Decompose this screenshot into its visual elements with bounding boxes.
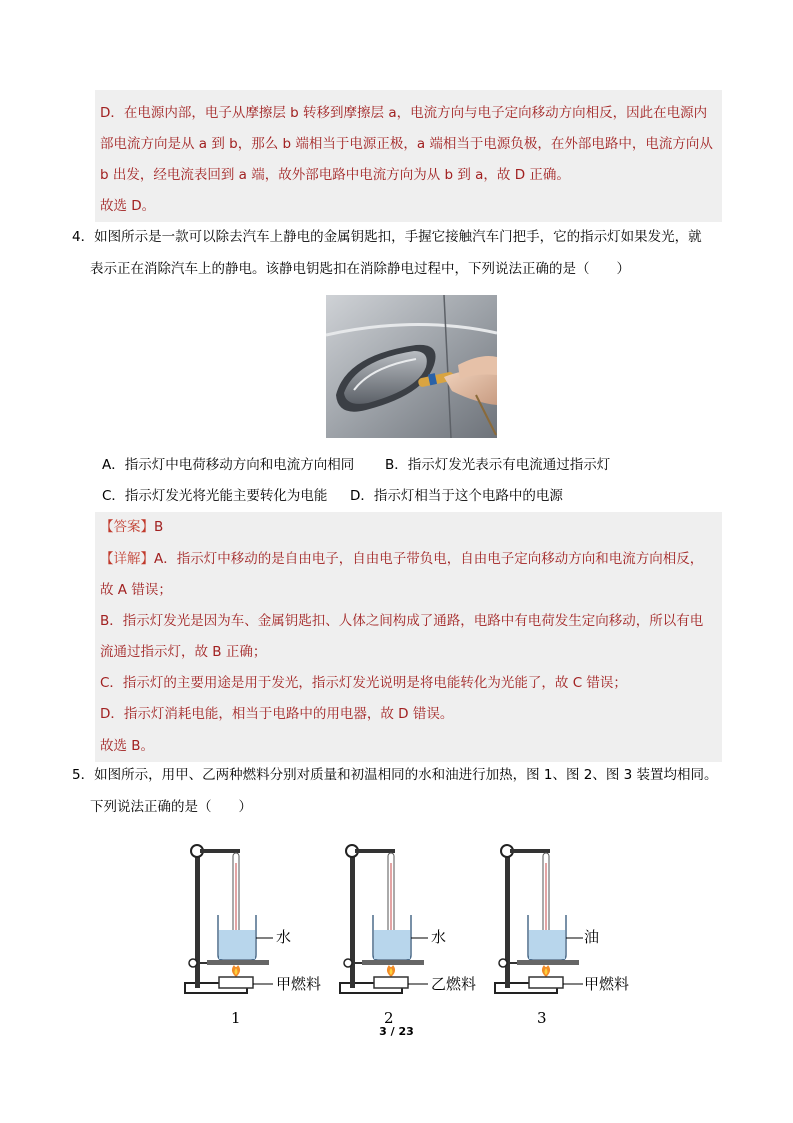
answer-label: 【答案】 (100, 519, 154, 535)
answer-value: B (154, 519, 164, 535)
answer-line (100, 517, 163, 537)
figure-number-1: 1 (231, 1009, 241, 1027)
answer-line: 部电流方向是从 a 到 b，那么 b 端相当于电源正极，a 端相当于电源负极，在外部电路中，电流方向从 (100, 136, 713, 152)
question-5-stem: 下列说法正确的是（ ） (90, 799, 252, 815)
answer-line: D．在电源内部，电子从摩擦层 b 转移到摩擦层 a，电流方向与电子定向移动方向相反，因此在电源内 (100, 105, 708, 121)
detail-line: 流通过指示灯，故 B 正确； (100, 644, 267, 660)
fuel-label-3: 甲燃料 (584, 975, 630, 993)
detail-label: 【详解】 (100, 551, 154, 567)
car-door-keychain-photo (326, 295, 497, 438)
question-4-stem: 表示正在消除汽车上的静电。该静电钥匙扣在消除静电过程中，下列说法正确的是（ ） (90, 261, 630, 277)
answer-conclusion: 故选 B。 (100, 738, 155, 754)
liquid-label-1: 水 (276, 928, 292, 946)
heating-apparatus-figure (155, 833, 635, 1028)
option-b: B．指示灯发光表示有电流通过指示灯 (385, 457, 611, 473)
detail-line: 故 A 错误； (100, 582, 172, 598)
fuel-label-1: 甲燃料 (276, 975, 322, 993)
detail-line: C．指示灯的主要用途是用于发光，指示灯发光说明是将电能转化为光能了，故 C 错误； (100, 675, 627, 691)
figure-number-3: 3 (537, 1009, 547, 1027)
page-number: 3 / 23 (379, 1025, 414, 1038)
detail-line (100, 549, 703, 569)
question-5-stem: 5．如图所示，用甲、乙两种燃料分别对质量和初温相同的水和油进行加热，图 1、图 2、图 3 装置均相同。 (72, 767, 718, 783)
liquid-label-3: 油 (584, 928, 600, 946)
fuel-label-2: 乙燃料 (431, 975, 477, 993)
detail-line: D．指示灯消耗电能，相当于电路中的用电器，故 D 错误。 (100, 706, 454, 722)
answer-line: b 出发，经电流表回到 a 端，故外部电路中电流方向为从 b 到 a，故 D 正确。 (100, 167, 570, 183)
question-4-stem: 4．如图所示是一款可以除去汽车上静电的金属钥匙扣，手握它接触汽车门把手，它的指示灯如果发光，就 (72, 229, 702, 245)
figure-number-2: 2 (384, 1009, 394, 1027)
option-a: A．指示灯中电荷移动方向和电流方向相同 (102, 457, 355, 473)
liquid-label-2: 水 (431, 928, 447, 946)
detail-text: A．指示灯中移动的是自由电子，自由电子带负电，自由电子定向移动方向和电流方向相反， (154, 551, 704, 567)
option-d: D．指示灯相当于这个电路中的电源 (350, 488, 563, 504)
detail-line: B．指示灯发光是因为车、金属钥匙扣、人体之间构成了通路，电路中有电荷发生定向移动，所以有电 (100, 613, 704, 629)
answer-conclusion: 故选 D。 (100, 198, 156, 214)
option-c: C．指示灯发光将光能主要转化为电能 (102, 488, 328, 504)
